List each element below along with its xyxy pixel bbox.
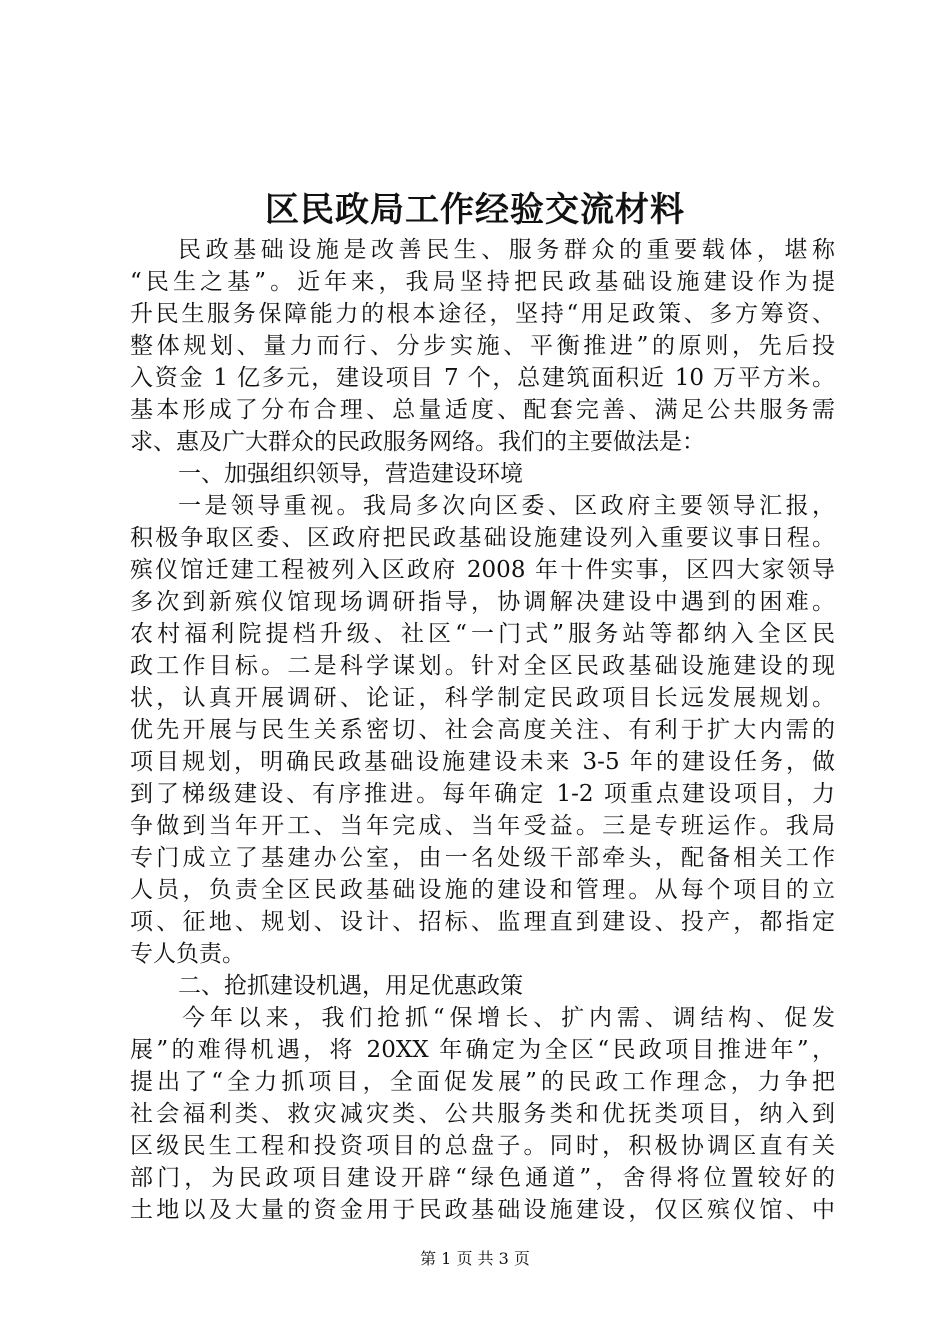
body-line: 升民生服务保障能力的根本途径，坚持“用足政策、多方筹资、 [130, 301, 835, 327]
body-line: 状，认真开展调研、论证，科学制定民政项目长远发展规划。 [130, 685, 835, 711]
page-number-footer: 第 1 页 共 3 页 [420, 1249, 530, 1268]
body-line: 民政基础设施是改善民生、服务群众的重要载体，堪称 [178, 237, 835, 263]
body-line: 专门成立了基建办公室，由一名处级干部牵头，配备相关工作 [130, 845, 835, 871]
document-body [130, 234, 835, 1226]
body-line: 人员，负责全区民政基础设施的建设和管理。从每个项目的立 [130, 877, 835, 903]
body-line: 项、征地、规划、设计、招标、监理直到建设、投产，都指定 [130, 909, 835, 935]
section-heading: 一、加强组织领导，营造建设环境 [178, 461, 523, 487]
body-line: “民生之基”。近年来，我局坚持把民政基础设施建设作为提 [130, 269, 835, 295]
body-line: 政工作目标。二是科学谋划。针对全区民政基础设施建设的现 [130, 653, 835, 679]
body-line: 提出了“全力抓项目，全面促发展”的民政工作理念，力争把 [130, 1069, 835, 1095]
document-title: 区民政局工作经验交流材料 [265, 190, 685, 230]
body-line: 求、惠及广大群众的民政服务网络。我们的主要做法是： [130, 429, 705, 455]
body-line: 专人负责。 [130, 941, 245, 967]
body-line: 优先开展与民生关系密切、社会高度关注、有利于扩大内需的 [130, 717, 835, 743]
body-line: 入资金 1 亿多元，建设项目 7 个，总建筑面积近 10 万平方米。 [130, 365, 835, 391]
body-line: 殡仪馆迁建工程被列入区政府 2008 年十件实事，区四大家领导 [130, 557, 835, 583]
body-line: 部门，为民政项目建设开辟“绿色通道”，舍得将位置较好的 [130, 1165, 835, 1191]
body-line: 展”的难得机遇，将 20XX 年确定为全区“民政项目推进年”， [130, 1037, 835, 1063]
body-line: 到了梯级建设、有序推进。每年确定 1-2 项重点建设项目，力 [130, 781, 835, 807]
body-line: 整体规划、量力而行、分步实施、平衡推进”的原则，先后投 [130, 333, 835, 359]
body-line: 基本形成了分布合理、总量适度、配套完善、满足公共服务需 [130, 397, 835, 423]
section-heading: 二、抢抓建设机遇，用足优惠政策 [178, 973, 523, 999]
body-line: 区级民生工程和投资项目的总盘子。同时，积极协调区直有关 [130, 1133, 835, 1159]
body-line: 土地以及大量的资金用于民政基础设施建设，仅区殡仪馆、中 [130, 1197, 835, 1223]
body-line: 社会福利类、救灾减灾类、公共服务类和优抚类项目，纳入到 [130, 1101, 835, 1127]
body-line: 一是领导重视。我局多次向区委、区政府主要领导汇报， [178, 493, 835, 519]
body-line: 多次到新殡仪馆现场调研指导，协调解决建设中遇到的困难。 [130, 589, 835, 615]
body-line: 积极争取区委、区政府把民政基础设施建设列入重要议事日程。 [130, 525, 835, 551]
body-line: 今年以来，我们抢抓“保增长、扩内需、调结构、促发 [182, 1005, 835, 1031]
body-line: 项目规划，明确民政基础设施建设未来 3-5 年的建设任务，做 [130, 749, 835, 775]
body-line: 农村福利院提档升级、社区“一门式”服务站等都纳入全区民 [130, 621, 835, 647]
body-line: 争做到当年开工、当年完成、当年受益。三是专班运作。我局 [130, 813, 835, 839]
